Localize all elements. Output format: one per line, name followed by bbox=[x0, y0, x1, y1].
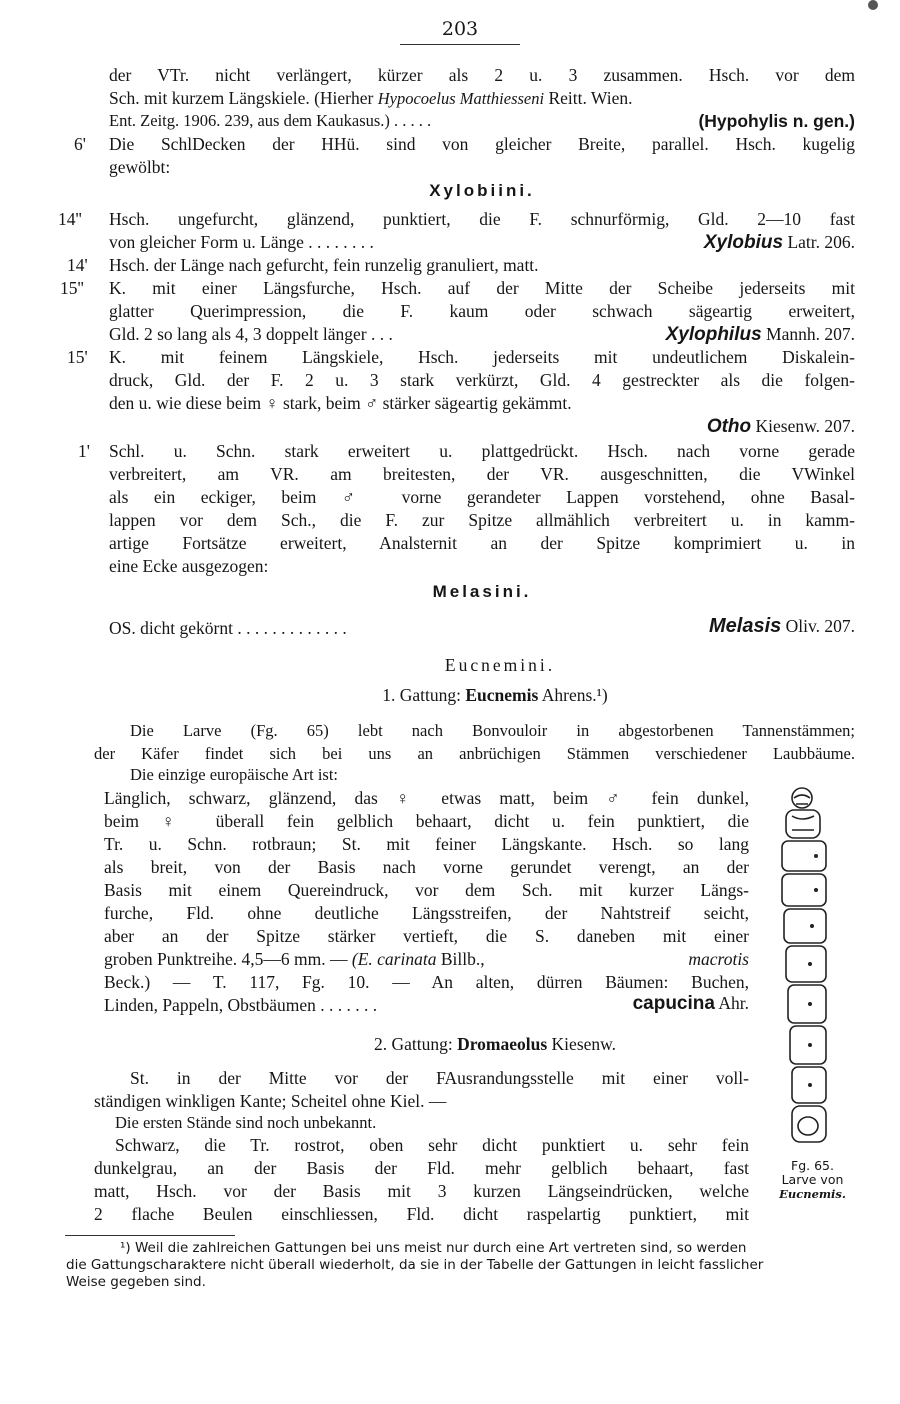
text-line: glatter Querimpression, die F. kaum oder schwach sägeartig erweitert, bbox=[109, 301, 855, 321]
key-number: 1' bbox=[78, 441, 90, 461]
text-line: Die ersten Stände sind noch unbekannt. bbox=[115, 1113, 377, 1132]
species-entry: capucina Ahr. bbox=[632, 993, 749, 1014]
text-line: Tr. u. Schn. rotbraun; St. mit feiner Längskante. Hsch. so lang bbox=[104, 834, 749, 854]
footnote-line: ¹) Weil die zahlreichen Gattungen bei uns meist nur durch eine Art vertreten sind, so werden bbox=[120, 1240, 747, 1256]
text-line: Länglich, schwarz, glänzend, das ♀ etwas matt, beim ♂ fein dunkel, bbox=[104, 788, 749, 808]
text-line: Ent. Zeitg. 1906. 239, aus dem Kaukasus.) . . . . . bbox=[109, 111, 432, 130]
text-line: von gleicher Form u. Länge . . . . . . . . bbox=[109, 232, 374, 252]
ink-spot bbox=[868, 0, 878, 10]
key-number: 6' bbox=[74, 134, 86, 154]
key-number: 15' bbox=[67, 347, 88, 367]
text-line: 2 flache Beulen einschliessen, Fld. dicht raspelartig punktiert, mit bbox=[94, 1204, 749, 1224]
footnote-line: die Gattungscharaktere nicht überall wiederholt, da sie in der Tabelle der Gattungen in leicht fasslicher bbox=[66, 1257, 764, 1273]
key-number: 14' bbox=[67, 255, 88, 275]
page-number: 203 bbox=[441, 18, 479, 40]
text-line: gewölbt: bbox=[109, 157, 171, 177]
key-number: 14'' bbox=[58, 209, 82, 229]
text-line: K. mit einer Längsfurche, Hsch. auf der Mitte der Scheibe jederseits mit bbox=[109, 278, 855, 298]
text-line: Die einzige europäische Art ist: bbox=[130, 765, 339, 784]
text-line: Sch. mit kurzem Längskiele. (Hierher Hypocoelus Matthiesseni Reitt. Wien. bbox=[109, 88, 633, 108]
text-line: artige Fortsätze erweitert, Analsternit an der Spitze komprimiert u. in bbox=[109, 533, 855, 553]
text-line: Hsch. der Länge nach gefurcht, fein runzelig granuliert, matt. bbox=[109, 255, 539, 275]
genus-entry: Otho Kiesenw. 207. bbox=[706, 416, 855, 437]
text-line: Beck.) — T. 117, Fg. 10. — An alten, dürren Bäumen: Buchen, bbox=[104, 972, 749, 992]
text-line: Die SchlDecken der HHü. sind von gleicher Breite, parallel. Hsch. kugelig bbox=[109, 134, 855, 154]
genus-entry: Xylobius Latr. 206. bbox=[703, 232, 855, 253]
text-line: K. mit feinem Längskiele, Hsch. jederseits mit undeutlichem Diskalein- bbox=[109, 347, 855, 367]
text-line: aber an der Spitze stärker vertieft, die S. daneben mit einer bbox=[104, 926, 749, 946]
genus-entry: Melasis Oliv. 207. bbox=[709, 615, 855, 637]
text-line: der Käfer findet sich bei uns an anbrüchigen Stämmen verschiedener Laubbäume. bbox=[94, 744, 855, 763]
text-line: dunkelgrau, an der Basis der Fld. mehr gelblich behaart, fast bbox=[94, 1158, 749, 1178]
text-line: Basis mit einem Quereindruck, vor dem Sch. mit kurzer Längs- bbox=[104, 880, 749, 900]
text-line: Hsch. ungefurcht, glänzend, punktiert, die F. schnurförmig, Gld. 2—10 fast bbox=[109, 209, 855, 229]
text-line: Die Larve (Fg. 65) lebt nach Bonvouloir in abgestorbenen Tannenstämmen; bbox=[130, 721, 855, 740]
text-line: OS. dicht gekörnt . . . . . . . . . . . . . bbox=[109, 618, 347, 638]
text-line: St. in der Mitte vor der FAusrandungsstelle mit einer voll- bbox=[130, 1068, 749, 1088]
footnote-line: Weise gegeben sind. bbox=[66, 1274, 206, 1290]
text-line: der VTr. nicht verlängert, kürzer als 2 u. 3 zusammen. Hsch. vor dem bbox=[109, 65, 855, 85]
text-line: Schl. u. Schn. stark erweitert u. plattgedrückt. Hsch. nach vorne gerade bbox=[109, 441, 855, 461]
text-line: eine Ecke ausgezogen: bbox=[109, 556, 269, 576]
genus-heading: 1. Gattung: Eucnemis Ahrens.¹) bbox=[382, 685, 608, 705]
text-line: lappen vor dem Sch., die F. zur Spitze allmählich verbreitert u. in kamm- bbox=[109, 510, 855, 530]
text-line: Schwarz, die Tr. rostrot, oben sehr dicht punktiert u. sehr fein bbox=[115, 1135, 749, 1155]
key-number: 15'' bbox=[60, 278, 84, 298]
text-line: als ein eckiger, beim ♂ vorne gerandeter Lappen vorstehend, ohne Basal- bbox=[109, 487, 855, 507]
genus-name: (Hypohylis n. gen.) bbox=[698, 111, 855, 131]
text-line: Linden, Pappeln, Obstbäumen . . . . . . . bbox=[104, 995, 378, 1015]
page-number-rule bbox=[400, 44, 520, 45]
text-line: groben Punktreihe. 4,5—6 mm. — (E. carinata Billb., macrotis bbox=[104, 949, 749, 969]
figure-caption: Fg. 65. Larve von Eucnemis. bbox=[779, 1158, 846, 1201]
text-line: druck, Gld. der F. 2 u. 3 stark verkürzt, Gld. 4 gestreckter als die folgen- bbox=[109, 370, 855, 390]
genus-heading: 2. Gattung: Dromaeolus Kiesenw. bbox=[373, 1034, 617, 1054]
species-name: Hypocoelus Matthiesseni bbox=[377, 89, 545, 108]
text-line: Gld. 2 so lang als 4, 3 doppelt länger . . . bbox=[109, 324, 393, 344]
footnote-rule bbox=[65, 1235, 235, 1236]
text-line: matt, Hsch. vor der Basis mit 3 kurzen Längseindrücken, welche bbox=[94, 1181, 749, 1201]
text-line: ständigen winkligen Kante; Scheitel ohne Kiel. — bbox=[94, 1091, 447, 1111]
text-line: verbreitert, am VR. am breitesten, der VR. ausgeschnitten, die VWinkel bbox=[109, 464, 855, 484]
tribe-heading: Melasini. bbox=[432, 582, 532, 601]
text-line: furche, Fld. ohne deutliche Längsstreifen, der Nahtstreif seicht, bbox=[104, 903, 749, 923]
genus-entry: Xylophilus Mannh. 207. bbox=[665, 324, 855, 345]
text-line: den u. wie diese beim ♀ stark, beim ♂ stärker sägeartig gekämmt. bbox=[109, 393, 572, 413]
text-line: als breit, von der Basis nach vorne gerundet verengt, an der bbox=[104, 857, 749, 877]
larva-illustration bbox=[770, 786, 850, 1156]
tribe-heading: Xylobiini. bbox=[429, 181, 535, 200]
text-line: beim ♀ überall fein gelblich behaart, dicht u. fein punktiert, die bbox=[104, 811, 749, 831]
tribe-heading: Eucnemini. bbox=[444, 655, 556, 675]
